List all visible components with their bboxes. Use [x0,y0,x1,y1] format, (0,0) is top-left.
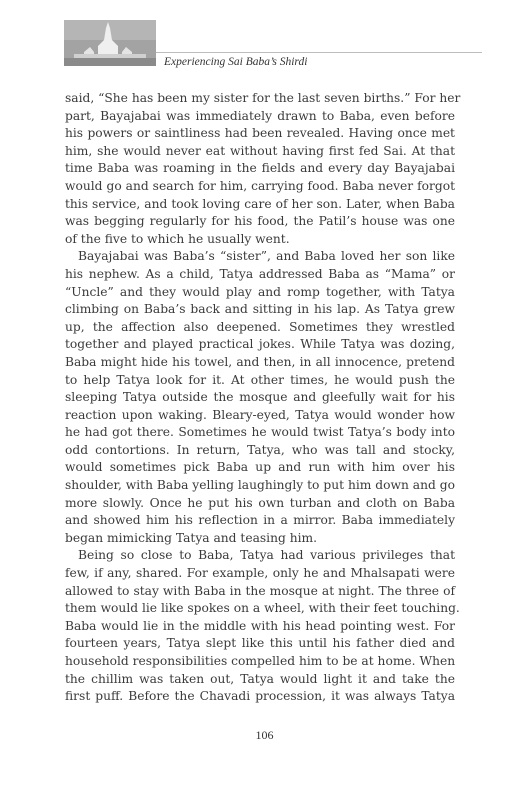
text-line: climbing on Baba’s back and sitting in his lap. As Tatya grew [65,302,455,317]
text-line: together and played practical jokes. While Tatya was dozing, [65,337,455,352]
text-line: him, she would never eat without having first fed Sai. At that [65,143,455,158]
text-line: he had got there. Sometimes he would twist Tatya’s body into [65,425,455,440]
text-line: the chillim was taken out, Tatya would light it and take the [65,671,455,686]
page-number: 106 [255,728,274,742]
text-line: time Baba was roaming in the fields and every day Bayajabai [65,161,455,176]
text-line: “Uncle” and they would play and romp together, with Tatya [65,284,455,299]
text-line: fourteen years, Tatya slept like this until his father died and [65,636,455,651]
text-line: shoulder, with Baba yelling laughingly to put him down and go [65,478,455,493]
text-line: was begging regularly for his food, the Patil’s house was one [65,214,455,229]
text-line: Baba might hide his towel, and then, in all innocence, pretend [65,354,455,369]
text-line: his powers or saintliness had been revealed. Having once met [65,126,455,141]
temple-photo [64,20,156,66]
text-line: first puff. Before the Chavadi procession, it was always Tatya [65,689,455,704]
text-line: of the five to which he usually went. [65,231,290,246]
paragraph-first-line: Being so close to Baba, Tatya had various privileges that [78,548,455,563]
text-line: more slowly. Once he put his own turban and cloth on Baba [65,495,455,510]
text-line: this service, and took loving care of her son. Later, when Baba [65,196,455,211]
text-line: and showed him his reflection in a mirror. Baba immediately [65,513,455,528]
header-rule [156,52,482,53]
text-line: sleeping Tatya outside the mosque and gleefully wait for his [65,390,455,405]
text-line: Baba would lie in the middle with his head pointing west. For [65,618,455,633]
text-line: reaction upon waking. Bleary-eyed, Tatya would wonder how [65,407,455,422]
text-line: few, if any, shared. For example, only he and Mhalsapati were [65,566,455,581]
text-line: to help Tatya look for it. At other times, he would push the [65,372,455,387]
text-line: said, “She has been my sister for the last seven births.” For her [65,91,461,105]
text-line: allowed to stay with Baba in the mosque at night. The three of [65,583,455,598]
text-line: his nephew. As a child, Tatya addressed Baba as “Mama” or [65,266,455,281]
text-line: odd contortions. In return, Tatya, who was tall and stocky, [65,442,455,457]
running-header [64,14,484,74]
text-line: up, the affection also deepened. Sometimes they wrestled [65,319,455,334]
text-line: began mimicking Tatya and teasing him. [65,530,318,545]
text-line: household responsibilities compelled him to be at home. When [65,654,456,668]
text-line: them would lie like spokes on a wheel, with their feet touching. [65,601,460,616]
text-line: would go and search for him, carrying food. Baba never forgot [65,178,455,193]
running-title: Experiencing Sai Baba’s Shirdi [164,56,308,68]
text-line: would sometimes pick Baba up and run with him over his [65,460,455,475]
page-body [65,90,461,706]
text-line: part, Bayajabai was immediately drawn to Baba, even before [65,108,455,123]
paragraph-first-line: Bayajabai was Baba’s “sister”, and Baba loved her son like [78,249,455,264]
